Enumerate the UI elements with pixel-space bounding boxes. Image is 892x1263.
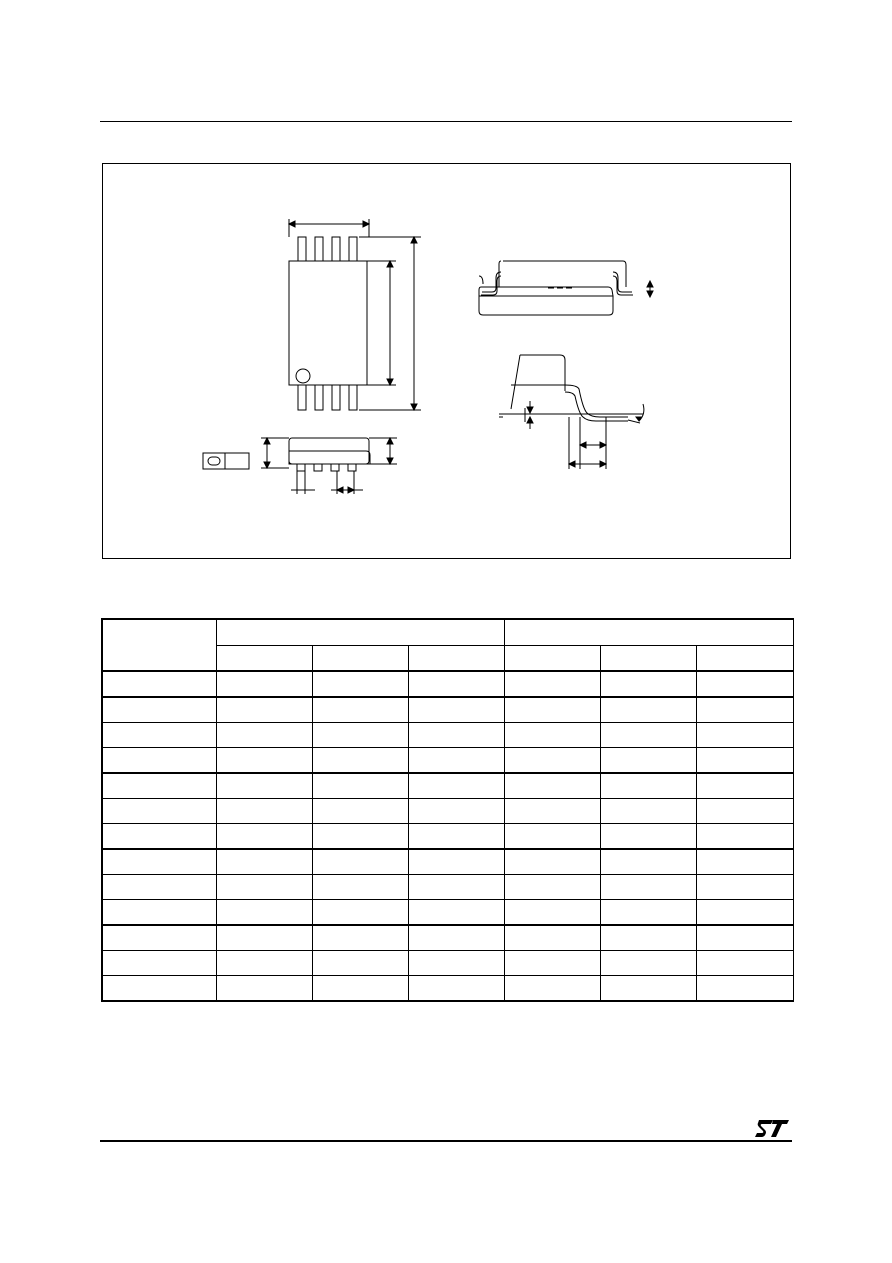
table-row <box>102 748 793 774</box>
header-rule <box>100 121 792 122</box>
column-group-2-header <box>504 619 793 646</box>
column-group-1-header <box>216 619 504 646</box>
table-row <box>102 951 793 976</box>
front-view <box>203 438 397 494</box>
table-row <box>102 849 793 875</box>
dimensions-table <box>101 618 794 1002</box>
pin <box>332 385 340 410</box>
table-row <box>102 773 793 799</box>
top-view <box>289 219 421 410</box>
dim-header <box>102 619 216 671</box>
table-row <box>102 723 793 748</box>
pin <box>349 385 357 410</box>
pin <box>332 237 340 261</box>
pin <box>349 237 357 261</box>
table-row <box>102 900 793 926</box>
package-outline-drawing <box>102 163 791 559</box>
table-row <box>102 671 793 697</box>
lead-detail <box>499 355 644 469</box>
table-row <box>102 824 793 850</box>
max-header <box>696 646 793 672</box>
typ-header <box>312 646 408 672</box>
footer-rule <box>100 1140 792 1142</box>
table-row <box>102 799 793 824</box>
table-row <box>102 697 793 723</box>
side-view <box>479 261 653 315</box>
pin <box>315 237 323 261</box>
pin <box>298 385 306 410</box>
package-body <box>289 261 367 385</box>
mechanical-drawing <box>103 164 792 560</box>
table-row <box>102 925 793 951</box>
max-header <box>408 646 504 672</box>
pin1-marker <box>296 369 310 383</box>
table-row <box>102 875 793 900</box>
table-header-row <box>102 619 793 646</box>
min-header <box>216 646 312 672</box>
min-header <box>504 646 600 672</box>
typ-header <box>600 646 696 672</box>
st-logo-icon <box>755 1118 791 1138</box>
table-row <box>102 976 793 1002</box>
pin <box>298 237 306 261</box>
pin <box>315 385 323 410</box>
